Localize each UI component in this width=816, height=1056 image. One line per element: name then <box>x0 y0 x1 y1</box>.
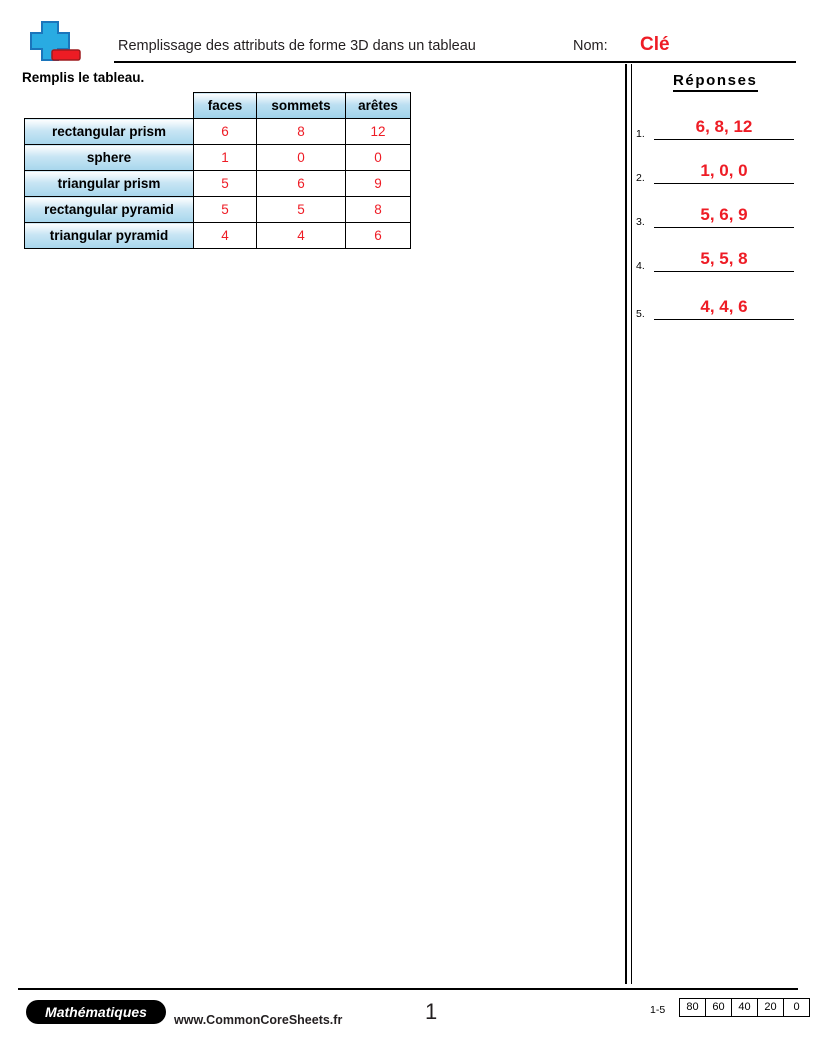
shape-attributes-table <box>24 92 411 249</box>
cell-aretes[interactable]: 0 <box>346 145 411 171</box>
page-number: 1 <box>425 999 438 1024</box>
cell-faces[interactable]: 6 <box>194 119 257 145</box>
subject-badge-label: Mathématiques <box>45 1004 147 1020</box>
subject-badge <box>26 1000 166 1024</box>
answer-row <box>636 288 794 320</box>
footer-divider <box>18 988 798 990</box>
table-corner-cell <box>25 93 194 119</box>
answer-value[interactable]: 4, 4, 6 <box>700 297 748 316</box>
answer-row <box>636 240 794 272</box>
answer-number: 2. <box>636 172 645 184</box>
answer-line <box>654 319 794 320</box>
answer-number: 5. <box>636 308 645 320</box>
answer-number: 4. <box>636 260 645 272</box>
answer-value[interactable]: 1, 0, 0 <box>700 161 748 180</box>
answer-line <box>654 227 794 228</box>
shape-label: triangular pyramid <box>25 223 194 249</box>
website-link[interactable]: www.CommonCoreSheets.fr <box>174 1013 343 1027</box>
score-cell: 0 <box>783 998 810 1017</box>
table-row <box>25 223 411 249</box>
answer-number: 1. <box>636 128 645 140</box>
cell-faces[interactable]: 4 <box>194 223 257 249</box>
answer-line <box>654 139 794 140</box>
shape-label: rectangular prism <box>25 119 194 145</box>
cell-sommets[interactable]: 5 <box>257 197 346 223</box>
column-header-sommets: sommets <box>257 93 346 119</box>
answer-line <box>654 271 794 272</box>
page-header <box>18 20 798 62</box>
score-cell: 40 <box>731 998 757 1017</box>
score-cell: 60 <box>705 998 731 1017</box>
name-label: Nom: <box>573 38 608 54</box>
cell-sommets[interactable]: 8 <box>257 119 346 145</box>
cell-sommets[interactable]: 4 <box>257 223 346 249</box>
cell-aretes[interactable]: 6 <box>346 223 411 249</box>
score-scale <box>679 998 810 1017</box>
page-title: Remplissage des attributs de forme 3D dans un tableau <box>118 38 476 54</box>
cell-faces[interactable]: 1 <box>194 145 257 171</box>
answers-heading: Réponses <box>673 72 758 92</box>
table-row <box>25 145 411 171</box>
column-divider-thick <box>625 64 627 984</box>
answer-row <box>636 196 794 228</box>
cell-aretes[interactable]: 8 <box>346 197 411 223</box>
answer-line <box>654 183 794 184</box>
score-cell: 20 <box>757 998 783 1017</box>
answer-row <box>636 108 794 140</box>
answer-row <box>636 152 794 184</box>
shape-label: rectangular pyramid <box>25 197 194 223</box>
math-plus-minus-logo-icon <box>18 20 92 64</box>
answer-value[interactable]: 5, 6, 9 <box>700 205 748 224</box>
cell-sommets[interactable]: 0 <box>257 145 346 171</box>
cell-aretes[interactable]: 9 <box>346 171 411 197</box>
answer-value[interactable]: 6, 8, 12 <box>695 117 753 136</box>
instructions-text: Remplis le tableau. <box>22 70 145 85</box>
score-range-label: 1-5 <box>650 1004 666 1016</box>
table-header-row <box>25 93 411 119</box>
cell-sommets[interactable]: 6 <box>257 171 346 197</box>
table-row <box>25 197 411 223</box>
answer-key-badge: Clé <box>640 34 670 55</box>
shape-label: sphere <box>25 145 194 171</box>
header-divider <box>114 61 796 63</box>
table-row <box>25 171 411 197</box>
cell-faces[interactable]: 5 <box>194 197 257 223</box>
cell-faces[interactable]: 5 <box>194 171 257 197</box>
score-cell: 80 <box>679 998 705 1017</box>
column-header-aretes: arêtes <box>346 93 411 119</box>
answer-value[interactable]: 5, 5, 8 <box>700 249 748 268</box>
answer-number: 3. <box>636 216 645 228</box>
cell-aretes[interactable]: 12 <box>346 119 411 145</box>
shape-label: triangular prism <box>25 171 194 197</box>
column-divider-thin <box>631 64 632 984</box>
table-row <box>25 119 411 145</box>
column-header-faces: faces <box>194 93 257 119</box>
